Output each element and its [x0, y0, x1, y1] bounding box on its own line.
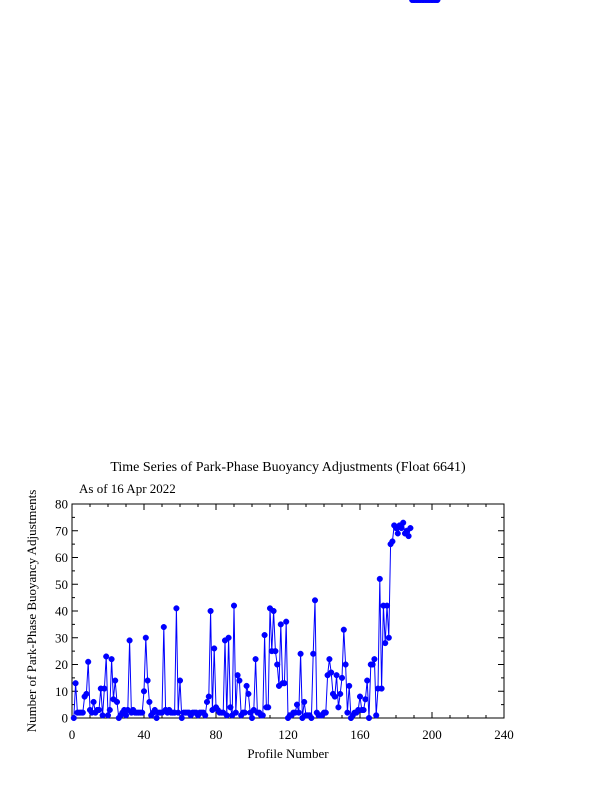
- data-point: [147, 699, 153, 705]
- data-point: [399, 525, 405, 531]
- data-point: [294, 702, 300, 708]
- data-point: [346, 683, 352, 689]
- data-point: [363, 696, 369, 702]
- data-point: [244, 683, 250, 689]
- y-tick-label: 20: [55, 657, 68, 672]
- x-tick-label: 200: [422, 727, 442, 742]
- x-tick-label: 0: [68, 727, 76, 742]
- data-point: [226, 635, 232, 641]
- data-point: [370, 662, 376, 668]
- series-group: [71, 0, 440, 721]
- data-point: [361, 707, 367, 713]
- plot-frame: [72, 504, 504, 718]
- data-point: [310, 651, 316, 657]
- data-point: [334, 672, 340, 678]
- data-point: [408, 525, 414, 531]
- data-point: [211, 646, 217, 652]
- data-point: [175, 710, 181, 716]
- data-point: [312, 598, 318, 604]
- data-point: [265, 705, 271, 711]
- data-point: [364, 678, 370, 684]
- data-point: [109, 656, 115, 662]
- data-point: [139, 710, 145, 716]
- data-point: [390, 539, 396, 545]
- data-point: [273, 648, 279, 654]
- data-point: [395, 531, 401, 537]
- data-point: [246, 691, 252, 697]
- data-point: [231, 603, 237, 609]
- data-point: [260, 713, 266, 719]
- data-point: [382, 640, 388, 646]
- data-point: [96, 707, 102, 713]
- data-point: [249, 715, 255, 721]
- y-axis-ticks: [55, 497, 504, 726]
- data-point: [127, 638, 133, 644]
- data-point: [271, 608, 277, 614]
- data-point: [345, 710, 351, 716]
- data-point: [377, 576, 383, 582]
- data-point: [224, 713, 230, 719]
- data-point: [102, 686, 108, 692]
- data-point: [204, 699, 210, 705]
- data-point: [208, 608, 214, 614]
- data-point: [337, 691, 343, 697]
- data-point: [161, 624, 167, 630]
- chart-subtitle: As of 16 Apr 2022: [79, 481, 176, 496]
- data-point: [71, 715, 77, 721]
- data-point: [112, 678, 118, 684]
- x-axis-ticks: [69, 504, 514, 742]
- data-point: [84, 691, 90, 697]
- data-point: [143, 635, 149, 641]
- data-point: [179, 715, 185, 721]
- data-point: [343, 662, 349, 668]
- y-tick-label: 40: [55, 603, 68, 619]
- data-point: [339, 675, 345, 681]
- data-point: [357, 694, 363, 700]
- data-point: [384, 603, 390, 609]
- data-point: [235, 672, 241, 678]
- data-point: [400, 520, 406, 526]
- data-point: [253, 656, 259, 662]
- data-point: [154, 715, 160, 721]
- data-point: [379, 686, 385, 692]
- data-point: [372, 656, 378, 662]
- data-point: [242, 710, 248, 716]
- y-tick-label: 60: [55, 550, 68, 565]
- data-point: [366, 715, 372, 721]
- data-point: [100, 713, 106, 719]
- data-point: [145, 678, 151, 684]
- data-point: [228, 705, 234, 711]
- data-point: [373, 713, 379, 719]
- data-point: [332, 694, 338, 700]
- data-point: [80, 710, 86, 716]
- x-tick-label: 80: [209, 727, 223, 742]
- series-line: [74, 523, 411, 718]
- data-point: [91, 699, 97, 705]
- data-point: [274, 662, 280, 668]
- data-point: [327, 656, 333, 662]
- data-point: [298, 651, 304, 657]
- data-point: [282, 680, 288, 686]
- data-point: [283, 619, 289, 625]
- data-point: [336, 705, 342, 711]
- data-point: [386, 635, 392, 641]
- data-point: [341, 627, 347, 633]
- data-point: [85, 659, 91, 665]
- data-point: [309, 715, 315, 721]
- y-tick-label: 50: [55, 576, 68, 592]
- data-point: [73, 680, 79, 686]
- data-point: [328, 670, 334, 676]
- y-tick-label: 0: [61, 710, 68, 726]
- x-axis-label: Profile Number: [247, 746, 329, 761]
- y-tick-label: 80: [55, 496, 68, 512]
- data-point: [177, 678, 183, 684]
- data-point: [278, 622, 284, 628]
- chart-title: Time Series of Park-Phase Buoyancy Adjustments (Float 6641): [110, 460, 466, 475]
- data-point: [262, 632, 268, 638]
- data-point: [301, 699, 307, 705]
- data-point: [206, 694, 212, 700]
- data-point: [107, 707, 113, 713]
- data-point: [174, 606, 180, 612]
- data-point: [141, 688, 147, 694]
- data-point: [123, 713, 129, 719]
- x-tick-label: 240: [494, 727, 514, 742]
- y-tick-label: 10: [55, 683, 68, 699]
- x-tick-label: 160: [350, 727, 370, 742]
- data-point: [105, 713, 111, 719]
- data-point: [296, 710, 302, 716]
- x-tick-label: 120: [278, 727, 298, 742]
- x-tick-label: 40: [137, 727, 151, 742]
- data-point: [233, 710, 239, 716]
- data-point: [114, 699, 120, 705]
- data-point: [323, 710, 329, 716]
- y-axis-label: Number of Park-Phase Buoyancy Adjustments: [24, 489, 39, 733]
- y-tick-label: 70: [55, 523, 68, 539]
- data-point: [406, 533, 412, 539]
- data-point: [202, 713, 208, 719]
- data-point: [237, 678, 243, 684]
- y-tick-label: 30: [55, 630, 68, 646]
- data-point: [103, 654, 109, 660]
